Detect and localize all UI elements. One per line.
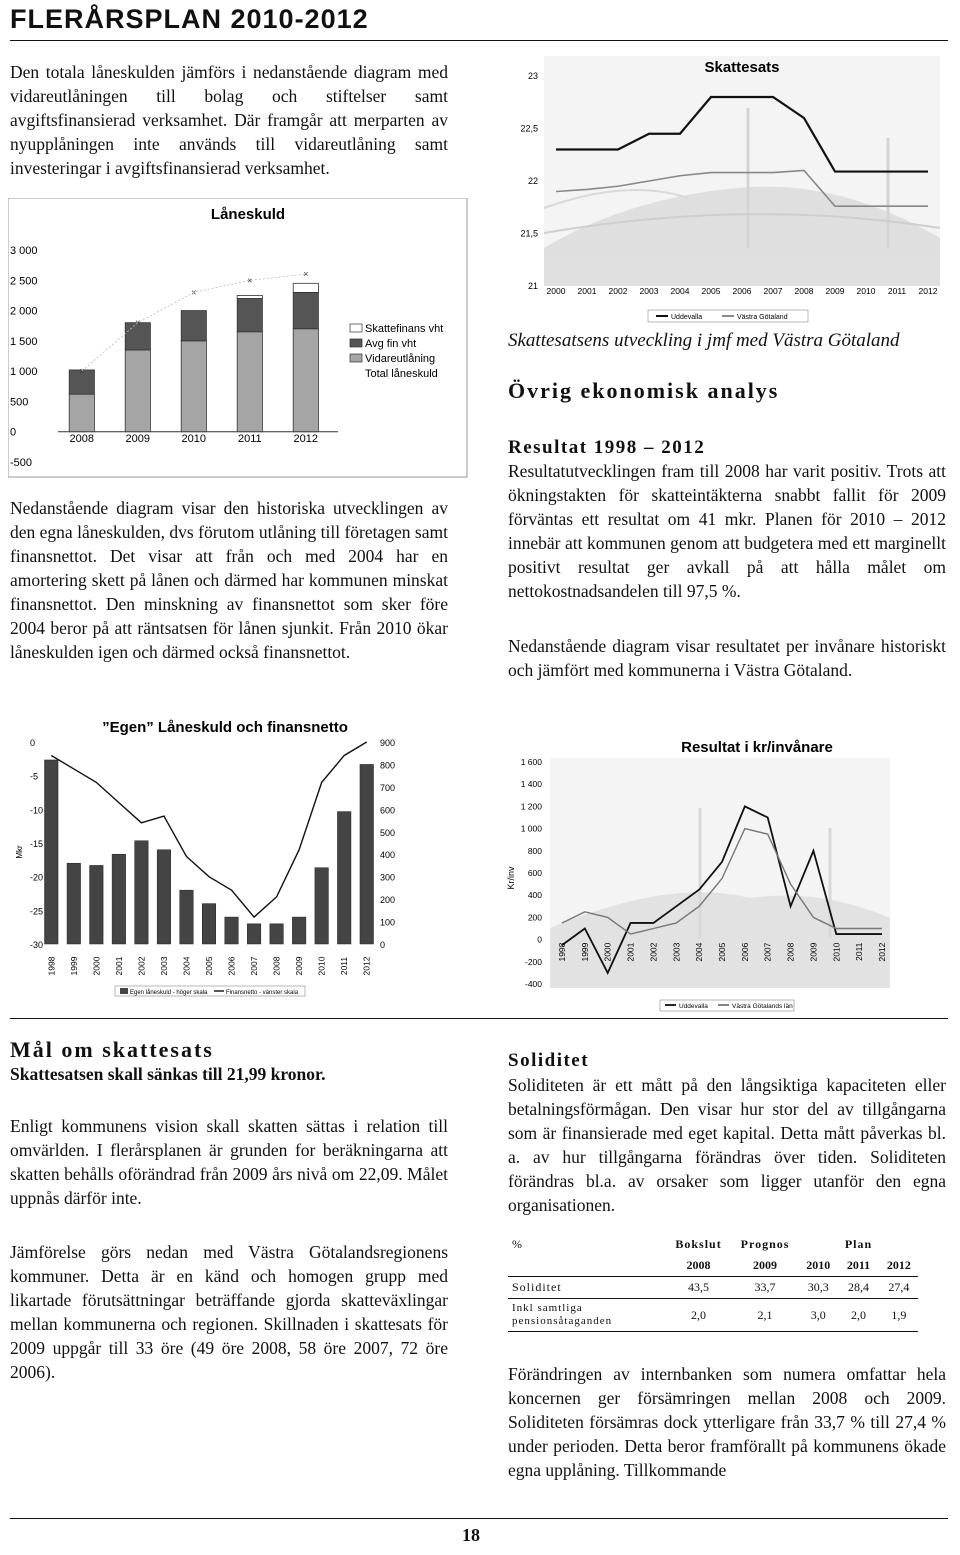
table-cell: 1,9 [891, 1307, 907, 1322]
table-head-cell: Bokslut [675, 1237, 722, 1251]
x-tick-label: 2004 [181, 956, 192, 976]
mal-subheading: Skattesatsen skall sänkas till 21,99 kronor. [10, 1064, 326, 1084]
y-tick-label: 0 [537, 934, 542, 945]
table-unit: % [512, 1237, 522, 1251]
y-tick-label: -500 [10, 457, 33, 469]
section-rule [10, 1018, 948, 1019]
resultat-chart [500, 728, 948, 1014]
x-tick-label: 2001 [577, 286, 597, 296]
bar-segment-avg-fin-vht [237, 298, 262, 331]
soliditet-heading: Soliditet [508, 1050, 590, 1071]
y-tick-label: 21,5 [520, 228, 538, 239]
x-tick-label: 2007 [249, 956, 260, 976]
y-tick-label: 22,5 [520, 123, 538, 134]
y-tick-label: 200 [527, 912, 542, 923]
bar-segment-vidareutlåning [69, 394, 94, 432]
x-tick-label: 2003 [639, 286, 659, 296]
y-tick-label: 21 [527, 281, 538, 291]
table-head-spacer [508, 1255, 666, 1277]
chart-title: Låneskuld [210, 206, 286, 223]
soliditet-table [508, 1234, 918, 1332]
x-tick-label: 2012 [918, 286, 938, 296]
table-header-row-2 [508, 1255, 918, 1277]
table-row [508, 1299, 918, 1332]
resultat-paragraph: Resultatutvecklingen fram till 2008 har varit positiv. Trots att ökningstakten för skatteintäkterna snabbt fallit för 2009 förväntas ett resultat om 41 mkr. Planen för 2010 – 2012 innebär att kommunen genom att budgetera med ett marginellt positivt resultat ger avkall på att hålla målet om nettokostnadsandelen till 97,5 %. [508, 461, 946, 601]
x-tick-label: 2007 [763, 286, 783, 296]
table-cell: 2,0 [850, 1307, 866, 1322]
y-right-tick-label: 700 [380, 782, 396, 793]
y-left-tick-label: -25 [30, 906, 44, 917]
y-tick-label: 2 000 [10, 305, 38, 318]
x-tick-label: 2012 [361, 956, 372, 976]
bar-egen-laneskuld [315, 868, 329, 944]
x-tick-label: 1999 [68, 956, 79, 976]
x-tick-label: 2000 [602, 942, 613, 962]
x-tick-label: 2005 [717, 942, 727, 962]
x-tick-label: 2008 [794, 286, 814, 296]
legend-label: Finansnetto - vänster skala [226, 990, 299, 996]
x-tick-label: 2002 [608, 286, 628, 296]
bar-egen-laneskuld [337, 812, 351, 944]
legend-label: Vidareutlåning [365, 353, 436, 365]
bar-segment-vidareutlåning [293, 329, 318, 432]
y-tick-label: 600 [527, 868, 542, 878]
table-header-row-1 [508, 1234, 918, 1255]
table-cell: 33,7 [754, 1280, 776, 1294]
y-axis-label: Kr/inv [506, 866, 516, 890]
bar-egen-laneskuld [112, 854, 126, 944]
y-tick-label: 22 [527, 176, 538, 186]
y-left-tick-label: -5 [30, 771, 39, 782]
table-year: 2009 [753, 1258, 778, 1272]
bar-egen-laneskuld [67, 863, 81, 944]
y-tick-label: 1 600 [520, 757, 542, 767]
x-tick-label: 2012 [293, 433, 319, 446]
x-tick-label: 2005 [701, 286, 721, 296]
laneskuld-chart [8, 198, 468, 478]
table-cell: 2,1 [757, 1307, 773, 1322]
legend-label: Västra Götaland [737, 314, 788, 321]
legend-label: Egen låneskuld - höger skala [130, 990, 208, 996]
y-right-tick-label: 300 [380, 872, 396, 883]
x-tick-label: 2003 [671, 942, 682, 962]
bar-egen-laneskuld [45, 760, 59, 944]
table-year: 2010 [806, 1258, 831, 1272]
x-tick-label: 2002 [136, 956, 147, 976]
y-right-tick-label: 200 [380, 895, 396, 906]
table-cell: 28,4 [847, 1280, 869, 1294]
table-year: 2008 [686, 1258, 711, 1272]
y-tick-label: 0 [10, 426, 17, 439]
x-tick-label: 2010 [181, 433, 207, 446]
y-left-tick-label: -10 [30, 805, 44, 816]
bar-egen-laneskuld [247, 924, 261, 944]
bar-segment-vidareutlåning [237, 332, 262, 432]
legend-label: Avg fin vht [365, 338, 417, 350]
section-heading: Övrig ekonomisk analys [508, 378, 780, 403]
table-row-label: Soliditet [512, 1280, 562, 1294]
x-tick-label: 2003 [158, 956, 169, 976]
y-tick-label: 1 500 [10, 335, 38, 348]
x-tick-label: 2005 [204, 956, 214, 976]
bar-segment-vidareutlåning [125, 350, 150, 432]
x-tick-label: 2006 [732, 286, 752, 296]
table-head-cell [880, 1234, 918, 1255]
legend-swatch [350, 339, 362, 347]
soliditet-table-wrapper [508, 1234, 928, 1332]
y-tick-label: 1 200 [520, 801, 542, 812]
bar-egen-laneskuld [225, 917, 239, 944]
y-tick-label: 500 [10, 396, 29, 409]
total-marker: × [247, 275, 253, 286]
x-tick-label: 1998 [46, 956, 57, 976]
table-year: 2012 [886, 1258, 911, 1272]
intro-paragraph: Den totala låneskulden jämförs i nedanstående diagram med vidareutlåningen till bolag och stiftelser samt avgiftsfinansierad verksamhet. Där framgår att merparten av nyupplåningen inte används till vidareutlåning samt investeringar i avgiftsfinansierad verksamhet. [10, 62, 448, 178]
y-left-tick-label: -30 [30, 940, 44, 950]
table-row [508, 1277, 918, 1299]
legend-label: Skattefinans vht [365, 323, 444, 335]
legend-swatch [120, 988, 128, 994]
y-left-tick-label: -20 [30, 872, 44, 883]
x-tick-label: 2004 [694, 942, 705, 962]
x-tick-label: 2010 [316, 956, 327, 976]
paragraph-jamforelse: Jämförelse görs nedan med Västra Götalandsregionens kommuner. Detta är en känd och homogen grupp med likartade förutsättningar beträffande gjorda skatteväxlingar mellan kommunerna och regionen. Skillnaden i skattesats för 2009 uppgår till 33 öre (49 öre 2008, 58 öre 2007, 72 öre 2006). [10, 1242, 448, 1382]
x-tick-label: 2009 [825, 286, 845, 296]
resultat-paragraph-2: Nedanstående diagram visar resultatet per invånare historiskt och jämfört med kommunerna i Västra Götaland. [508, 636, 946, 680]
y-tick-label: -400 [524, 979, 542, 989]
y-tick-label: 800 [527, 845, 542, 856]
x-tick-label: 1999 [579, 942, 590, 962]
x-tick-label: 2011 [854, 942, 865, 961]
y-right-tick-label: 500 [380, 827, 396, 838]
x-tick-label: 1998 [557, 942, 567, 962]
x-tick-label: 2001 [625, 942, 636, 962]
paragraph-laneskuld: Nedanstående diagram visar den historiska utvecklingen av den egna låneskulden, dvs förutom utlåning till företagen samt finansnettot. Det visar att från och med 2004 har en amortering skett på lånen och därmed har kommunen minskat finansnettot. Den minskning av finansnettot som sker före 2004 beror på att räntsatsen för lånen sjunkit. Från 2010 ökar låneskulden igen och därmed också finansnettot. [10, 498, 448, 662]
x-tick-label: 2012 [877, 942, 887, 962]
resultat-heading: Resultat 1998 – 2012 [508, 437, 706, 458]
total-marker: × [135, 317, 141, 328]
footer-rule [10, 1518, 948, 1519]
table-head-cell: Prognos [740, 1237, 790, 1251]
y-tick-label: 1 000 [10, 366, 38, 379]
legend-label: Total låneskuld [365, 368, 438, 380]
bar-egen-laneskuld [180, 890, 194, 944]
bar-segment-vidareutlåning [181, 341, 206, 432]
bar-segment-avg-fin-vht [181, 311, 206, 341]
x-tick-label: 2000 [91, 956, 102, 976]
x-tick-label: 2006 [226, 956, 237, 976]
internbank-paragraph: Förändringen av internbanken som numera omfattar hela koncernen ger försämringen mellan 2008 och 2009. Soliditeten försämras dock ytterligare från 33,7 % till 27,4 % under perioden. Detta beror framförallt på kommunens ökade egna upplåning. Tillkommande [508, 1364, 946, 1480]
x-tick-label: 2010 [856, 286, 876, 296]
y-right-tick-label: 800 [380, 760, 396, 771]
x-tick-label: 2009 [808, 942, 819, 962]
table-cell: 27,4 [888, 1280, 910, 1294]
x-tick-label: 2004 [670, 286, 690, 296]
total-marker: × [303, 269, 309, 280]
table-head-cell: Plan [844, 1237, 873, 1251]
header-rule [10, 40, 948, 41]
x-tick-label: 2011 [887, 286, 907, 296]
y-left-tick-label: 0 [30, 738, 36, 748]
y-right-tick-label: 0 [380, 940, 386, 950]
legend-label: Västra Götalands län [732, 1003, 793, 1010]
chart-title: ”Egen” Låneskuld och finansnetto [102, 719, 348, 736]
bar-egen-laneskuld [270, 924, 284, 944]
chart-title: Skattesats [704, 59, 780, 76]
x-tick-label: 2001 [113, 956, 124, 976]
table-head-cell [799, 1234, 837, 1255]
y-left-tick-label: -15 [30, 839, 44, 849]
legend-swatch [350, 354, 362, 362]
page-number: 18 [462, 1525, 480, 1545]
table-cell: 30,3 [807, 1280, 829, 1294]
page-header-title: FLERÅRSPLAN 2010-2012 [10, 4, 369, 34]
y-right-tick-label: 100 [380, 917, 396, 928]
bar-egen-laneskuld [135, 841, 149, 944]
y-tick-label: 23 [527, 71, 538, 81]
x-tick-label: 2009 [294, 956, 305, 976]
x-tick-label: 2010 [831, 942, 842, 962]
bar-egen-laneskuld [202, 904, 216, 944]
x-tick-label: 2011 [339, 956, 350, 976]
table-year: 2011 [846, 1258, 871, 1272]
y-tick-label: 2 500 [10, 275, 38, 288]
y-tick-label: 1 400 [520, 779, 542, 790]
chart-title: Resultat i kr/invånare [681, 739, 833, 756]
y-tick-label: 1 000 [520, 823, 542, 834]
y-tick-label: 3 000 [10, 245, 38, 257]
x-tick-label: 2009 [125, 433, 151, 446]
skattesats-chart [508, 48, 948, 326]
table-row-label: Inkl samtliga pensionsåtaganden [512, 1302, 613, 1327]
y-right-tick-label: 900 [380, 738, 396, 748]
egen-laneskuld-chart [10, 712, 440, 1002]
x-tick-label: 2011 [237, 433, 262, 446]
legend-label: Uddevalla [679, 1003, 708, 1010]
bar-segment-skattefinans-vht [237, 295, 262, 298]
bar-egen-laneskuld [90, 865, 104, 944]
legend-label: Uddevalla [671, 314, 703, 321]
bar-egen-laneskuld [292, 917, 306, 944]
table-cell: 43,5 [688, 1280, 710, 1294]
x-tick-label: 2000 [546, 286, 566, 296]
legend-swatch [350, 324, 362, 332]
x-tick-label: 2008 [69, 433, 95, 446]
x-tick-label: 2006 [739, 942, 750, 962]
y-tick-label: 400 [527, 890, 542, 901]
total-marker: × [79, 366, 85, 377]
y-right-tick-label: 600 [380, 805, 396, 816]
mal-heading: Mål om skattesats [10, 1037, 214, 1062]
bar-egen-laneskuld [360, 764, 374, 944]
total-marker: × [191, 287, 197, 298]
x-tick-label: 2008 [271, 956, 282, 976]
soliditet-paragraph: Soliditeten är ett mått på den långsiktiga kapaciteten eller betalningsförmågan. Den visar hur stor del av tillgångarna som är finansierade med eget kapital. Detta mått påverkas bl. a. av hur tillgångarna förändras över tiden. Soliditeten förändras bl.a. av orsaker som ligger utanför den egna organisationen. [508, 1075, 946, 1215]
y-axis-label: Mkr [15, 845, 24, 859]
paragraph-vision: Enligt kommunens vision skall skatten sättas i relation till omvärlden. I flerårsplanen är grunden for beräkningarna att skatten behålls oförändrad från 2009 års nivå om 22,09. Målet uppnås därför inte. [10, 1116, 448, 1208]
bar-segment-skattefinans-vht [293, 283, 318, 292]
skattesats-caption: Skattesatsens utveckling i jmf med Västra Götaland [508, 330, 900, 351]
bar-segment-avg-fin-vht [293, 292, 318, 328]
x-tick-label: 2007 [762, 942, 773, 962]
table-cell: 2,0 [691, 1307, 707, 1322]
x-tick-label: 2008 [785, 942, 796, 962]
y-right-tick-label: 400 [380, 850, 396, 861]
x-tick-label: 2002 [648, 942, 659, 962]
table-cell: 3,0 [810, 1307, 826, 1322]
y-tick-label: -200 [524, 956, 542, 967]
bar-egen-laneskuld [157, 850, 171, 944]
